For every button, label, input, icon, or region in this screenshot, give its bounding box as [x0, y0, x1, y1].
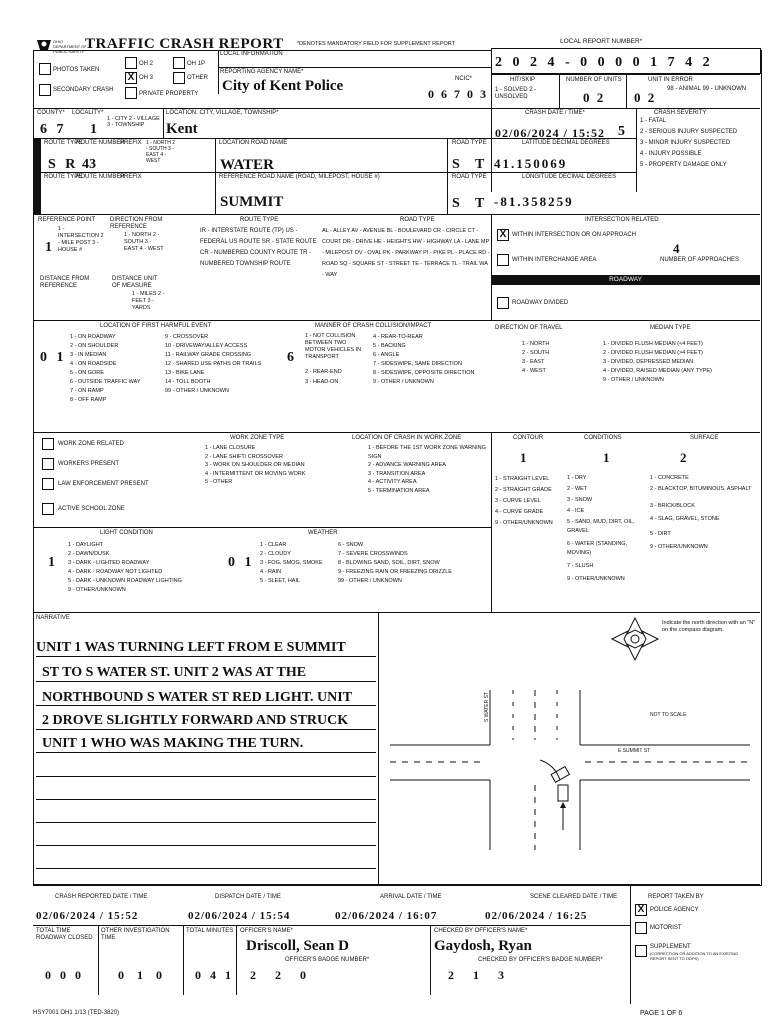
weather-option: 6 - SNOW — [338, 542, 364, 548]
manner-option: 9 - OTHER / UNKNOWN — [373, 379, 434, 385]
compass-icon[interactable] — [610, 616, 660, 662]
weather-value[interactable]: 0 1 — [228, 555, 255, 570]
conditions-options — [567, 474, 639, 584]
badge-label: OFFICER'S BADGE NUMBER* — [285, 957, 370, 963]
agency-logo-text: OHIO DEPARTMENT OF PUBLIC SAFETY — [53, 39, 87, 54]
checked-badge-value[interactable]: 2 1 3 — [448, 968, 512, 982]
units-label: NUMBER OF UNITS — [566, 77, 622, 83]
officer-name-label: OFFICER'S NAME* — [240, 928, 293, 934]
median-options — [603, 340, 758, 385]
private-property-label: PRIVATE PROPERTY — [139, 91, 199, 97]
light-condition-label: LIGHT CONDITION — [100, 530, 153, 536]
manner-options — [305, 333, 365, 386]
motorist-label: MOTORIST — [650, 925, 682, 931]
local-info-label: LOCAL INFORMATION — [220, 51, 283, 57]
officer-name[interactable]: Driscoll, Sean D — [246, 938, 349, 954]
harmful-option: 8 - OFF RAMP — [70, 397, 107, 403]
north-instruction: Indicate the north direction with an "N" on the compass diagram. — [662, 620, 756, 633]
direction-from-ref-options: 1 - NORTH 2 - SOUTH 3 - EAST 4 - WEST — [124, 232, 164, 252]
harmful-option: 1 - ON ROADWAY — [70, 334, 116, 340]
median-option: 3 - DIVIDED, DEPRESSED MEDIAN — [603, 359, 694, 365]
number-of-units[interactable]: 0 2 — [583, 90, 606, 105]
diagram-summit-label: E SUMMIT ST — [618, 748, 651, 754]
first-harmful-value[interactable]: 0 1 — [40, 350, 67, 365]
reference-point-label: REFERENCE POINT — [38, 217, 96, 223]
other-investigation-value[interactable]: 0 1 0 — [118, 968, 167, 982]
secondary-crash-label: SECONDARY CRASH — [53, 87, 114, 93]
first-harmful-options — [70, 333, 150, 405]
harmful-option: 11 - RAILWAY GRADE CROSSING — [165, 352, 252, 358]
conditions-option: 9 - OTHER/UNKNOWN — [567, 576, 625, 582]
other-investigation-label: OTHER INVESTIGATION TIME — [101, 928, 170, 941]
supplement-label: SUPPLEMENT — [650, 944, 691, 950]
contour-value[interactable]: 1 — [520, 450, 527, 465]
law-enforcement-checkbox[interactable] — [42, 478, 54, 490]
severity-option: 2 - SERIOUS INJURY SUSPECTED — [640, 129, 738, 135]
dispatch-label: DISPATCH DATE / TIME — [215, 894, 281, 900]
form-id: HSY7001 OH1 1/13 (TED-3820) — [33, 1010, 120, 1016]
narrative-line: UNIT 1 WHO WAS MAKING THE TURN. — [42, 736, 304, 751]
work-zone-type-options — [205, 444, 335, 487]
manner-option: 5 - BACKING — [373, 343, 406, 349]
narrative-line: ST TO S WATER ST. UNIT 2 WAS AT THE — [42, 665, 307, 680]
county-label: COUNTY* — [37, 110, 65, 116]
harmful-option: 9 - CROSSOVER — [165, 334, 209, 340]
distance-unit-options: 1 - MILES 2 - FEET 3 - YARDS — [132, 291, 165, 311]
route-number[interactable]: 43 — [82, 157, 96, 172]
within-intersection-checkbox[interactable]: X — [497, 229, 509, 241]
oh1p-label: OH 1P — [187, 61, 206, 67]
unit-in-error[interactable]: 0 2 — [634, 90, 657, 105]
travel-option: 4 - WEST — [522, 368, 546, 374]
travel-option: 3 - EAST — [522, 359, 545, 365]
total-time-value[interactable]: 0 0 0 — [45, 968, 84, 982]
ref-road-type-heading: ROAD TYPE — [400, 217, 435, 223]
road-name-label: LOCATION ROAD NAME — [219, 140, 288, 146]
within-interchange-label: WITHIN INTERCHANGE AREA — [512, 257, 597, 263]
light-condition-options — [68, 541, 218, 595]
manner-option: 4 - REAR-TO-REAR — [373, 334, 423, 340]
surface-option: 2 - BLACKTOP, BITUMINOUS, ASPHALT — [650, 486, 752, 492]
conditions-option: 3 - SNOW — [567, 497, 593, 503]
longitude-label: LONGITUDE DECIMAL DEGREES — [522, 174, 617, 180]
conditions-option: 6 - WATER (STANDING, MOVING) — [567, 541, 628, 556]
other-label: OTHER — [187, 75, 208, 81]
median-type-label: MEDIAN TYPE — [650, 325, 691, 331]
conditions-option: 2 - WET — [567, 486, 588, 492]
manner-options-2 — [373, 333, 488, 387]
report-taken-label: REPORT TAKEN BY — [648, 894, 704, 900]
weather-options-2 — [338, 541, 488, 586]
unit-in-error-options: 98 - ANIMAL 99 - UNKNOWN — [667, 86, 747, 92]
conditions-value[interactable]: 1 — [603, 450, 610, 465]
crash-in-workzone-label: LOCATION OF CRASH IN WORK ZONE — [352, 435, 462, 441]
police-agency-checkbox[interactable]: X — [635, 904, 647, 916]
wz-type-option: 2 - LANE SHIFT/ CROSSOVER — [205, 453, 283, 460]
oh3-label: OH 3 — [139, 75, 154, 81]
locality-value[interactable]: 1 — [90, 122, 97, 137]
arrival-label: ARRIVAL DATE / TIME — [380, 894, 442, 900]
harmful-option: 6 - OUTSIDE TRAFFIC WAY — [70, 379, 141, 385]
total-time-label: TOTAL TIME ROADWAY CLOSED — [36, 928, 93, 941]
ncic-value[interactable]: 0 6 7 0 3 — [428, 87, 488, 101]
reference-point-options: 1 - INTERSECTION 2 - MILE POST 3 - HOUSE # — [58, 226, 104, 253]
first-harmful-label: LOCATION OF FIRST HARMFUL EVENT — [100, 323, 212, 329]
roadway-header: ROADWAY — [491, 275, 760, 285]
median-option: 9 - OTHER / UNKNOWN — [603, 377, 664, 383]
crash-reported-label: CRASH REPORTED DATE / TIME — [55, 894, 148, 900]
roadway-divided-label: ROADWAY DIVIDED — [512, 300, 569, 306]
photos-taken-checkbox[interactable] — [39, 63, 51, 75]
locality-options: 1 - CITY 2 - VILLAGE 3 - TOWNSHIP — [107, 116, 160, 128]
contour-option: 3 - CURVE LEVEL — [495, 498, 541, 504]
ref-route-type-label: ROUTE TYPE — [44, 174, 83, 180]
within-interchange-checkbox[interactable] — [497, 254, 509, 266]
total-minutes-value[interactable]: 0 4 1 — [195, 968, 234, 982]
conditions-option: 4 - ICE — [567, 508, 585, 514]
other-checkbox[interactable] — [173, 72, 185, 84]
approaches-label: NUMBER OF APPROACHES — [660, 257, 740, 263]
oh2-label: OH 2 — [139, 61, 154, 67]
route-number-label: ROUTE NUMBER — [76, 140, 125, 146]
latitude-value[interactable]: 41.150069 — [494, 156, 568, 171]
route-type-options: IR - INTERSTATE ROUTE (TP) US - FEDERAL US ROUTE SR - STATE ROUTE CR - NUMBERED COUNTY ROUTE TR - NUMBERED TOWNSHIP ROUTE — [200, 228, 317, 267]
form-title: TRAFFIC CRASH REPORT — [85, 36, 284, 52]
ref-route-type-heading: ROUTE TYPE — [240, 217, 279, 223]
road-type-options: AL - ALLEY AV - AVENUE BL - BOULEVARD CR - CIRCLE CT - COURT DR - DRIVE HE - HEIGHTS HW - HIGHWAY LA - LANE MP - MILEPOST OV - OVAL PK - PARKWAY PI - PIKE PL - PLACE RD - ROAD SQ - SQUARE ST - STREET TE - TERRACE TL - TRAIL WA - WAY — [322, 228, 490, 278]
ref-prefix-label: PREFIX — [120, 174, 142, 180]
wz-loc-option: 4 - ACTIVITY AREA — [368, 479, 417, 485]
weather-option: 8 - BLOWING SAND, SOIL, DIRT, SNOW — [338, 560, 440, 566]
surface-options — [650, 474, 756, 552]
severity-option: 1 - FATAL — [640, 118, 667, 124]
reporting-agency-label: REPORTING AGENCY NAME* — [220, 69, 304, 75]
reporting-agency[interactable]: City of Kent Police — [222, 78, 344, 94]
harmful-option: 14 - TOLL BOOTH — [165, 379, 211, 385]
distance-unit-label: DISTANCE UNIT OF MEASURE — [112, 276, 158, 289]
harmful-option: 99 - OTHER / UNKNOWN — [165, 388, 229, 394]
direction-from-ref-label: DIRECTION FROM REFERENCE — [110, 217, 163, 230]
scene-cleared-label: SCENE CLEARED DATE / TIME — [530, 894, 618, 900]
scene-cleared-value[interactable]: 02/06/2024 / 16:25 — [485, 910, 588, 922]
direction-travel-label: DIRECTION OF TRAVEL — [495, 325, 563, 331]
contour-option: 1 - STRAIGHT LEVEL — [495, 476, 550, 482]
hit-skip-label: HIT/SKIP — [510, 77, 536, 83]
police-agency-label: POLICE AGENCY — [650, 907, 699, 913]
weather-option: 1 - CLEAR — [260, 542, 287, 548]
oh3-checkbox[interactable]: X — [125, 72, 137, 84]
conditions-option: 1 - DRY — [567, 475, 587, 481]
ref-road-type-label: ROAD TYPE — [452, 174, 487, 180]
manner-option: 3 - HEAD-ON — [305, 379, 339, 385]
harmful-option: 13 - BIKE LANE — [165, 370, 205, 376]
work-zone-related-label: WORK ZONE RELATED — [58, 441, 124, 447]
within-intersection-label: WITHIN INTERSECTION OR ON APPROACH — [512, 232, 637, 238]
conditions-label: CONDITIONS — [584, 435, 622, 441]
manner-option: 2 - REAR-END — [305, 369, 342, 375]
harmful-option: 3 - IN MEDIAN — [70, 352, 107, 358]
work-zone-type-label: WORK ZONE TYPE — [230, 435, 285, 441]
narrative-line: NORTHBOUND S WATER ST RED LIGHT. UNIT — [42, 690, 353, 705]
checked-by-name[interactable]: Gaydosh, Ryan — [434, 938, 532, 954]
median-option: 4 - DIVIDED, RAISED MEDIAN (ANY TYPE) — [603, 368, 712, 374]
crash-severity-value[interactable]: 5 — [618, 124, 625, 139]
diagram-water-label: S WATER ST — [484, 692, 490, 722]
contour-option: 4 - CURVE GRADE — [495, 509, 544, 515]
harmful-option: 7 - ON RAMP — [70, 388, 104, 394]
crash-in-workzone-options — [368, 444, 486, 495]
manner-option: 6 - ANGLE — [373, 352, 400, 358]
work-zone-related-checkbox[interactable] — [42, 438, 54, 450]
workers-present-label: WORKERS PRESENT — [58, 461, 120, 467]
road-name[interactable]: WATER — [220, 157, 274, 173]
ref-road-type[interactable]: S T — [452, 196, 491, 211]
surface-option: 4 - SLAG, GRAVEL, STONE — [650, 516, 720, 522]
light-option: 1 - DAYLIGHT — [68, 542, 104, 548]
oh1p-checkbox[interactable] — [173, 57, 185, 69]
narrative-line: 2 DROVE SLIGHTLY FORWARD AND STRUCK — [42, 713, 349, 728]
wz-loc-option: 5 - TERMINATION AREA — [368, 487, 430, 494]
route-type[interactable]: S R — [48, 157, 79, 172]
dispatch-value[interactable]: 02/06/2024 / 15:54 — [188, 910, 291, 922]
reference-side-band — [33, 172, 41, 214]
wz-loc-option: 1 - BEFORE THE 1ST WORK ZONE WARNING SIGN — [368, 445, 486, 460]
harmful-option: 12 - SHARED USE PATHS OR TRAILS — [165, 361, 262, 367]
total-minutes-label: TOTAL MINUTES — [186, 928, 234, 934]
contour-option: 9 - OTHER/UNKNOWN — [495, 520, 553, 526]
page-number: PAGE 1 OF 6 — [640, 1010, 683, 1017]
supplement-note: (CORRECTION OR ADDITION TO AN EXISTING REPORT SENT TO ODPS) — [650, 951, 739, 961]
roadway-divided-checkbox[interactable] — [497, 297, 509, 309]
diagram-not-to-scale: NOT TO SCALE — [650, 712, 687, 718]
wz-type-option: 3 - WORK ON SHOULDER OR MEDIAN — [205, 462, 305, 468]
longitude-value[interactable]: -81.358259 — [494, 194, 574, 209]
approaches-value[interactable]: 4 — [673, 241, 680, 256]
crash-diagram — [390, 690, 750, 850]
manner-option: 8 - SIDESWIPE, OPPOSITE DIRECTION — [373, 370, 475, 376]
weather-option: 5 - SLEET, HAIL — [260, 578, 301, 584]
manner-option: 1 - NOT COLLISION BETWEEN TWO MOTOR VEHICLES IN TRANSPORT — [305, 333, 362, 360]
ref-route-number-label: ROUTE NUMBER — [76, 174, 125, 180]
crash-date-time[interactable]: 02/06/2024 / 15:52 — [495, 126, 605, 140]
active-school-zone-checkbox[interactable] — [42, 503, 54, 515]
photos-taken-label: PHOTOS TAKEN — [53, 67, 100, 73]
secondary-crash-checkbox[interactable] — [39, 84, 51, 96]
distance-label: DISTANCE FROM REFERENCE — [40, 276, 90, 289]
wz-type-option: 1 - LANE CLOSURE — [205, 445, 256, 451]
median-option: 1 - DIVIDED FLUSH MEDIAN (<4 FEET) — [603, 341, 703, 347]
direction-options: 1 - NORTH 2 - SOUTH 3 - EAST 4 - WEST — [146, 140, 176, 164]
mandatory-note: *DENOTES MANDATORY FIELD FOR SUPPLEMENT REPORT — [297, 41, 456, 47]
surface-label: SURFACE — [690, 435, 719, 441]
light-option: 5 - DARK - UNKNOWN ROADWAY LIGHTING — [68, 578, 182, 584]
local-report-number[interactable]: 2 0 2 4 - 0 0 0 0 1 7 4 2 — [495, 55, 714, 70]
locator-side-band — [33, 138, 41, 172]
ncic-label: NCIC* — [455, 76, 473, 82]
surface-option: 9 - OTHER/UNKNOWN — [650, 544, 708, 550]
reference-point-value[interactable]: 1 — [45, 240, 52, 255]
law-enforcement-label: LAW ENFORCEMENT PRESENT — [58, 481, 149, 487]
location-city[interactable]: Kent — [166, 121, 198, 137]
checked-by-label: CHECKED BY OFFICER'S NAME* — [434, 928, 528, 934]
light-option: 9 - OTHER/UNKNOWN — [68, 587, 126, 593]
conditions-option: 5 - SAND, MUD, DIRT, OIL, GRAVEL — [567, 519, 635, 534]
manner-value[interactable]: 6 — [287, 350, 294, 365]
surface-option: 1 - CONCRETE — [650, 475, 689, 481]
severity-option: 3 - MINOR INJURY SUSPECTED — [640, 140, 731, 146]
latitude-label: LATITUDE DECIMAL DEGREES — [522, 140, 610, 146]
narrative-line: UNIT 1 WAS TURNING LEFT FROM E SUMMIT — [36, 640, 346, 655]
weather-option: 9 - FREEZING RAIN OR FREEZING DRIZZLE — [338, 569, 452, 575]
harmful-option: 5 - ON GORE — [70, 370, 104, 376]
local-report-number-label: LOCAL REPORT NUMBER* — [560, 38, 643, 45]
contour-label: CONTOUR — [513, 435, 544, 441]
travel-option: 2 - SOUTH — [522, 350, 550, 356]
wz-type-option: 5 - OTHER — [205, 479, 233, 485]
light-option: 3 - DARK - LIGHTED ROADWAY — [68, 560, 150, 566]
contour-option: 2 - STRAIGHT GRADE — [495, 487, 552, 493]
travel-option: 1 - NORTH — [522, 341, 550, 347]
checked-badge-label: CHECKED BY OFFICER'S BADGE NUMBER* — [478, 957, 603, 963]
badge-value[interactable]: 2 2 0 — [250, 968, 314, 982]
weather-options — [260, 541, 335, 586]
median-option: 2 - DIVIDED FLUSH MEDIAN (>4 FEET) — [603, 350, 703, 356]
workers-present-checkbox[interactable] — [42, 458, 54, 470]
weather-option: 7 - SEVERE CROSSWINDS — [338, 551, 408, 557]
light-condition-value[interactable]: 1 — [48, 555, 55, 570]
road-type[interactable]: S T — [452, 157, 491, 172]
private-property-checkbox[interactable] — [125, 87, 137, 99]
oh2-checkbox[interactable] — [125, 57, 137, 69]
ref-road-label: REFERENCE ROAD NAME (ROAD, MILEPOST, HOUSE #) — [219, 174, 380, 180]
direction-travel-options — [522, 340, 572, 376]
weather-option: 2 - CLOUDY — [260, 551, 291, 557]
prefix-label: PREFIX — [120, 140, 142, 146]
weather-option: 4 - RAIN — [260, 569, 282, 575]
manner-label: MANNER OF CRASH COLLISION/IMPACT — [315, 323, 432, 329]
conditions-option: 7 - SLUSH — [567, 563, 594, 569]
harmful-option: 10 - DRIVEWAY/ALLEY ACCESS — [165, 343, 248, 349]
location-city-label: LOCATION: CITY, VILLAGE, TOWNSHIP* — [166, 110, 279, 116]
harmful-option: 2 - ON SHOULDER — [70, 343, 119, 349]
weather-option: 3 - FOG, SMOG, SMOKE — [260, 560, 323, 566]
intersection-related-label: INTERSECTION RELATED — [585, 217, 659, 223]
severity-option: 4 - INJURY POSSIBLE — [640, 151, 702, 157]
surface-option: 5 - DIRT — [650, 531, 671, 537]
manner-option: 7 - SIDESWIPE, SAME DIRECTION — [373, 361, 462, 367]
contour-options — [495, 474, 563, 529]
ref-road-name[interactable]: SUMMIT — [220, 194, 284, 210]
wz-loc-option: 2 - ADVANCE WARNING AREA — [368, 462, 446, 468]
surface-option: 3 - BRICK/BLOCK — [650, 503, 695, 509]
active-school-zone-label: ACTIVE SCHOOL ZONE — [58, 506, 125, 512]
narrative-label: NARRATIVE — [36, 615, 70, 621]
road-type-label: ROAD TYPE — [452, 140, 487, 146]
severity-option: 5 - PROPERTY DAMAGE ONLY — [640, 162, 727, 168]
route-type-label: ROUTE TYPE — [44, 140, 83, 146]
surface-value[interactable]: 2 — [680, 450, 687, 465]
crash-severity-label: CRASH SEVERITY — [654, 110, 707, 116]
weather-option: 99 - OTHER / UNKNOWN — [338, 578, 402, 584]
light-option: 2 - DAWN/DUSK — [68, 551, 110, 557]
wz-loc-option: 3 - TRANSITION AREA — [368, 470, 426, 477]
crash-date-label: CRASH DATE / TIME* — [525, 110, 585, 116]
hit-skip-options: 1 - SOLVED 2 - UNSOLVED — [495, 87, 537, 100]
supplement-checkbox[interactable] — [635, 945, 647, 957]
arrival-value[interactable]: 02/06/2024 / 16:07 — [335, 910, 438, 922]
locality-label: LOCALITY* — [72, 110, 104, 116]
county-value[interactable]: 6 7 — [40, 122, 67, 137]
crash-reported-value[interactable]: 02/06/2024 / 15:52 — [36, 910, 139, 922]
crash-severity-options — [640, 118, 758, 169]
harmful-option: 4 - ON ROADSIDE — [70, 361, 117, 367]
weather-label: WEATHER — [308, 530, 338, 536]
light-option: 4 - DARK - ROADWAY NOT LIGHTED — [68, 569, 163, 575]
wz-type-option: 4 - INTERMITTENT OR MOVING WORK — [205, 470, 306, 477]
first-harmful-options-2 — [165, 333, 280, 396]
motorist-checkbox[interactable] — [635, 922, 647, 934]
unit-in-error-label: UNIT IN ERROR — [648, 77, 693, 83]
